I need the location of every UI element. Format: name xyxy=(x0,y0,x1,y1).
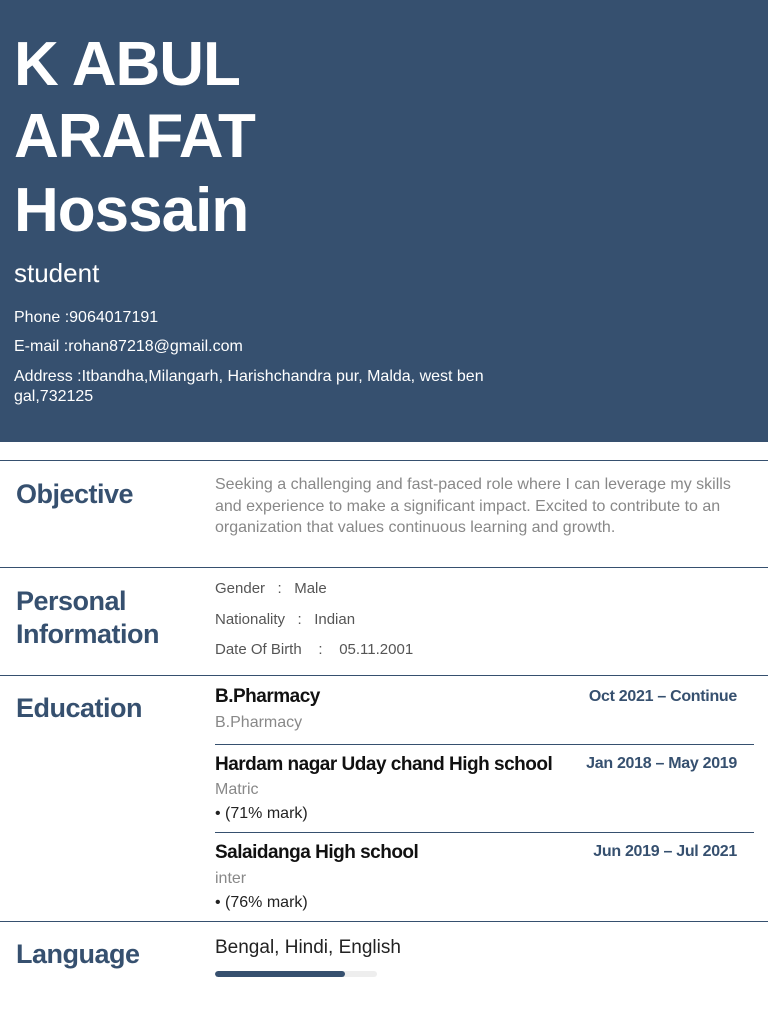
nationality-row: Nationality : Indian xyxy=(215,611,356,628)
name-line-3: Hossain xyxy=(14,176,249,245)
language-title: Language xyxy=(16,939,140,969)
education-date: Jun 2019 – Jul 2021 xyxy=(593,843,737,860)
education-degree: B.Pharmacy xyxy=(215,686,320,707)
address-text: Address :Itbandha,Milangarh, Harishchandra pur, Malda, west bengal,732125 xyxy=(14,368,484,405)
language-level-fill xyxy=(215,971,345,977)
personal-title-line1: Personal xyxy=(16,586,127,616)
personal-title-line2: Information xyxy=(16,619,159,649)
resume-header xyxy=(0,0,768,442)
section-divider xyxy=(0,567,768,568)
dob-row: Date Of Birth : 05.11.2001 xyxy=(215,641,414,658)
education-subtitle: inter xyxy=(215,870,247,887)
language-list: Bengal, Hindi, English xyxy=(215,937,401,958)
education-mark: • (76% mark) xyxy=(215,894,308,911)
email-text: E-mail :rohan87218@gmail.com xyxy=(14,338,243,355)
education-divider xyxy=(215,832,754,833)
education-date: Jan 2018 – May 2019 xyxy=(586,755,737,772)
gender-row: Gender : Male xyxy=(215,580,327,597)
education-subtitle: Matric xyxy=(215,781,259,798)
name-line-2: ARAFAT xyxy=(14,102,255,171)
education-degree: Salaidanga High school xyxy=(215,842,419,863)
name-line-1: K ABUL xyxy=(14,30,240,99)
education-degree: Hardam nagar Uday chand High school xyxy=(215,754,553,775)
education-title: Education xyxy=(16,693,143,723)
education-divider xyxy=(215,744,754,745)
education-subtitle: B.Pharmacy xyxy=(215,714,303,731)
section-divider xyxy=(0,460,768,461)
education-date: Oct 2021 – Continue xyxy=(588,688,737,705)
objective-title: Objective xyxy=(16,479,134,509)
objective-text: Seeking a challenging and fast-paced role where I can leverage my skills and experience to make a significant impact. Excited to contribute to an organization that values continuous learning and growth. xyxy=(215,476,731,536)
phone-text: Phone :9064017191 xyxy=(14,309,159,326)
section-divider xyxy=(0,921,768,922)
role-title: student xyxy=(14,258,100,288)
section-divider xyxy=(0,675,768,676)
education-mark: • (71% mark) xyxy=(215,805,308,822)
language-level-bar xyxy=(215,971,377,977)
